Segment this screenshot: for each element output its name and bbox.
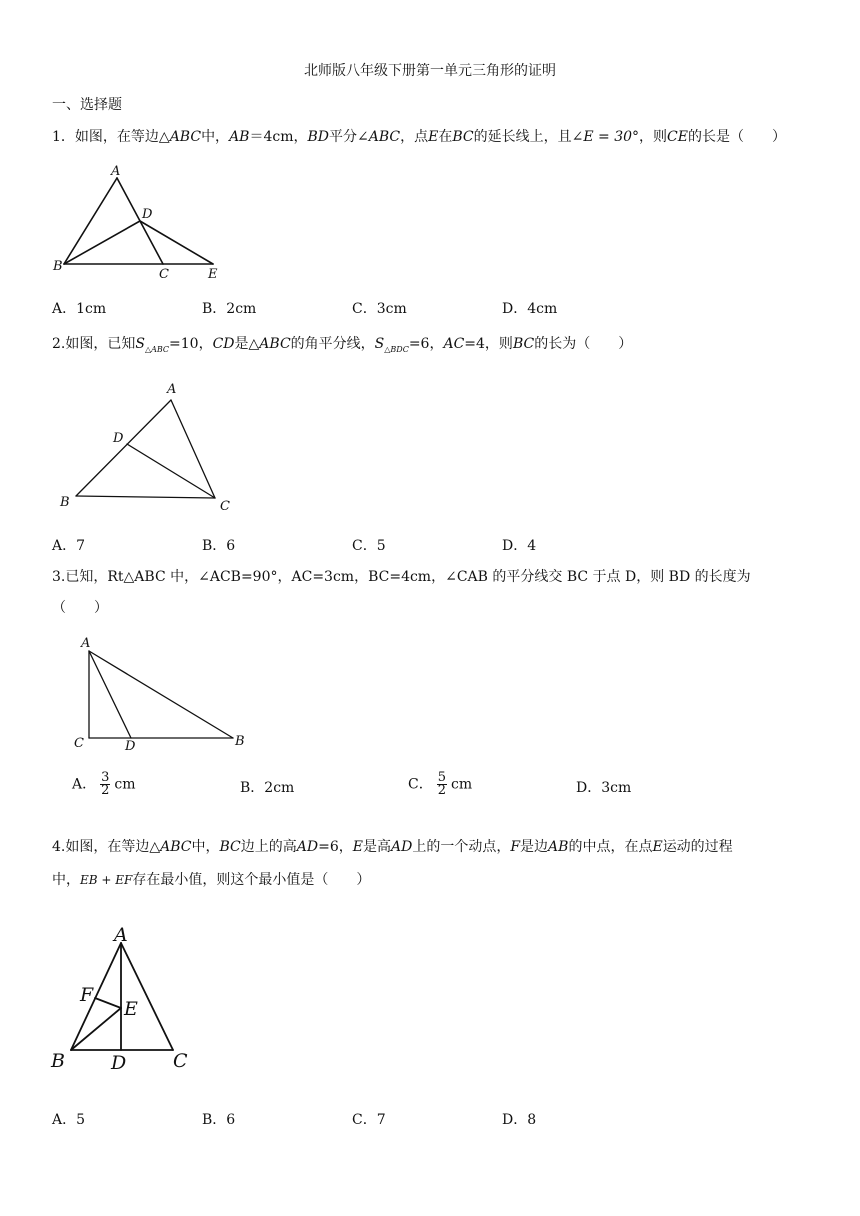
label-C: C [159,267,169,282]
label-A: A [81,636,91,651]
label-D: D [142,207,153,222]
q3-option-c: C． $\frac{5}{2}$ cm [408,770,473,798]
q1-option-c: C．3cm [352,301,407,317]
q2-option-a: A．7 [52,538,86,554]
label-A: A [114,924,128,946]
label-B: B [60,495,70,510]
q1-option-a: A．1cm [52,301,107,317]
label-E: E [124,998,138,1020]
q4-option-c: C．7 [352,1112,386,1128]
question-4-text-line1: 4.如图，在等边△ABC中，BC边上的高AD=6，E是高AD上的一个动点，F是边AB的中点，在点E运动的过程 [52,839,733,855]
q1-option-d: D．4cm [502,301,558,317]
label-D: D [125,739,136,754]
label-F: F [80,984,94,1006]
q4-option-a: A．5 [52,1112,86,1128]
label-D: D [111,1052,127,1074]
label-B: B [51,1050,65,1072]
section-heading: 一、选择题 [52,97,122,113]
q2-option-b: B．6 [202,538,236,554]
q3-option-a: A． $\frac{3}{2}$ cm [72,770,136,798]
label-C: C [173,1050,188,1072]
page-title: 北师版八年级下册第一单元三角形的证明 [304,63,556,79]
q3-option-d: D．3cm [576,780,632,796]
question-2-text: 2.如图，已知$S_{\triangle ABC}=10$，CD是△ABC的角平分线，$S_{\triangle BDC}=6$，AC=4，则BC的长为（ ） [52,336,633,354]
question-3-figure [70,632,260,757]
q2-option-c: C．5 [352,538,386,554]
label-A: A [167,382,177,397]
label-B: B [53,259,63,274]
question-4-text-line2: 中，EB + EF存在最小值，则这个最小值是（ ） [52,872,371,888]
question-2-figure [55,378,245,518]
label-C: C [220,499,230,514]
question-3-text-line2: （ ） [52,600,108,616]
q2-option-d: D．4 [502,538,537,554]
label-D: D [113,431,124,446]
label-C: C [74,736,84,751]
q4-option-b: B．6 [202,1112,236,1128]
q3-option-b: B．2cm [240,780,295,796]
question-1-figure [50,160,240,285]
question-1-text: 1．如图，在等边△ABC中，AB＝4cm，BD平分∠ABC，点E在BC的延长线上，且∠E = 30°，则CE的长是（ ） [52,129,786,145]
label-B: B [235,734,245,749]
question-4-figure [48,920,208,1075]
label-E: E [208,267,218,282]
q1-option-b: B．2cm [202,301,257,317]
label-A: A [111,164,121,179]
q4-option-d: D．8 [502,1112,537,1128]
question-3-text-line1: 3.已知，Rt△ABC 中，∠ACB=90°，AC=3cm，BC=4cm，∠CAB 的平分线交 BC 于点 D，则 BD 的长度为 [52,569,751,585]
